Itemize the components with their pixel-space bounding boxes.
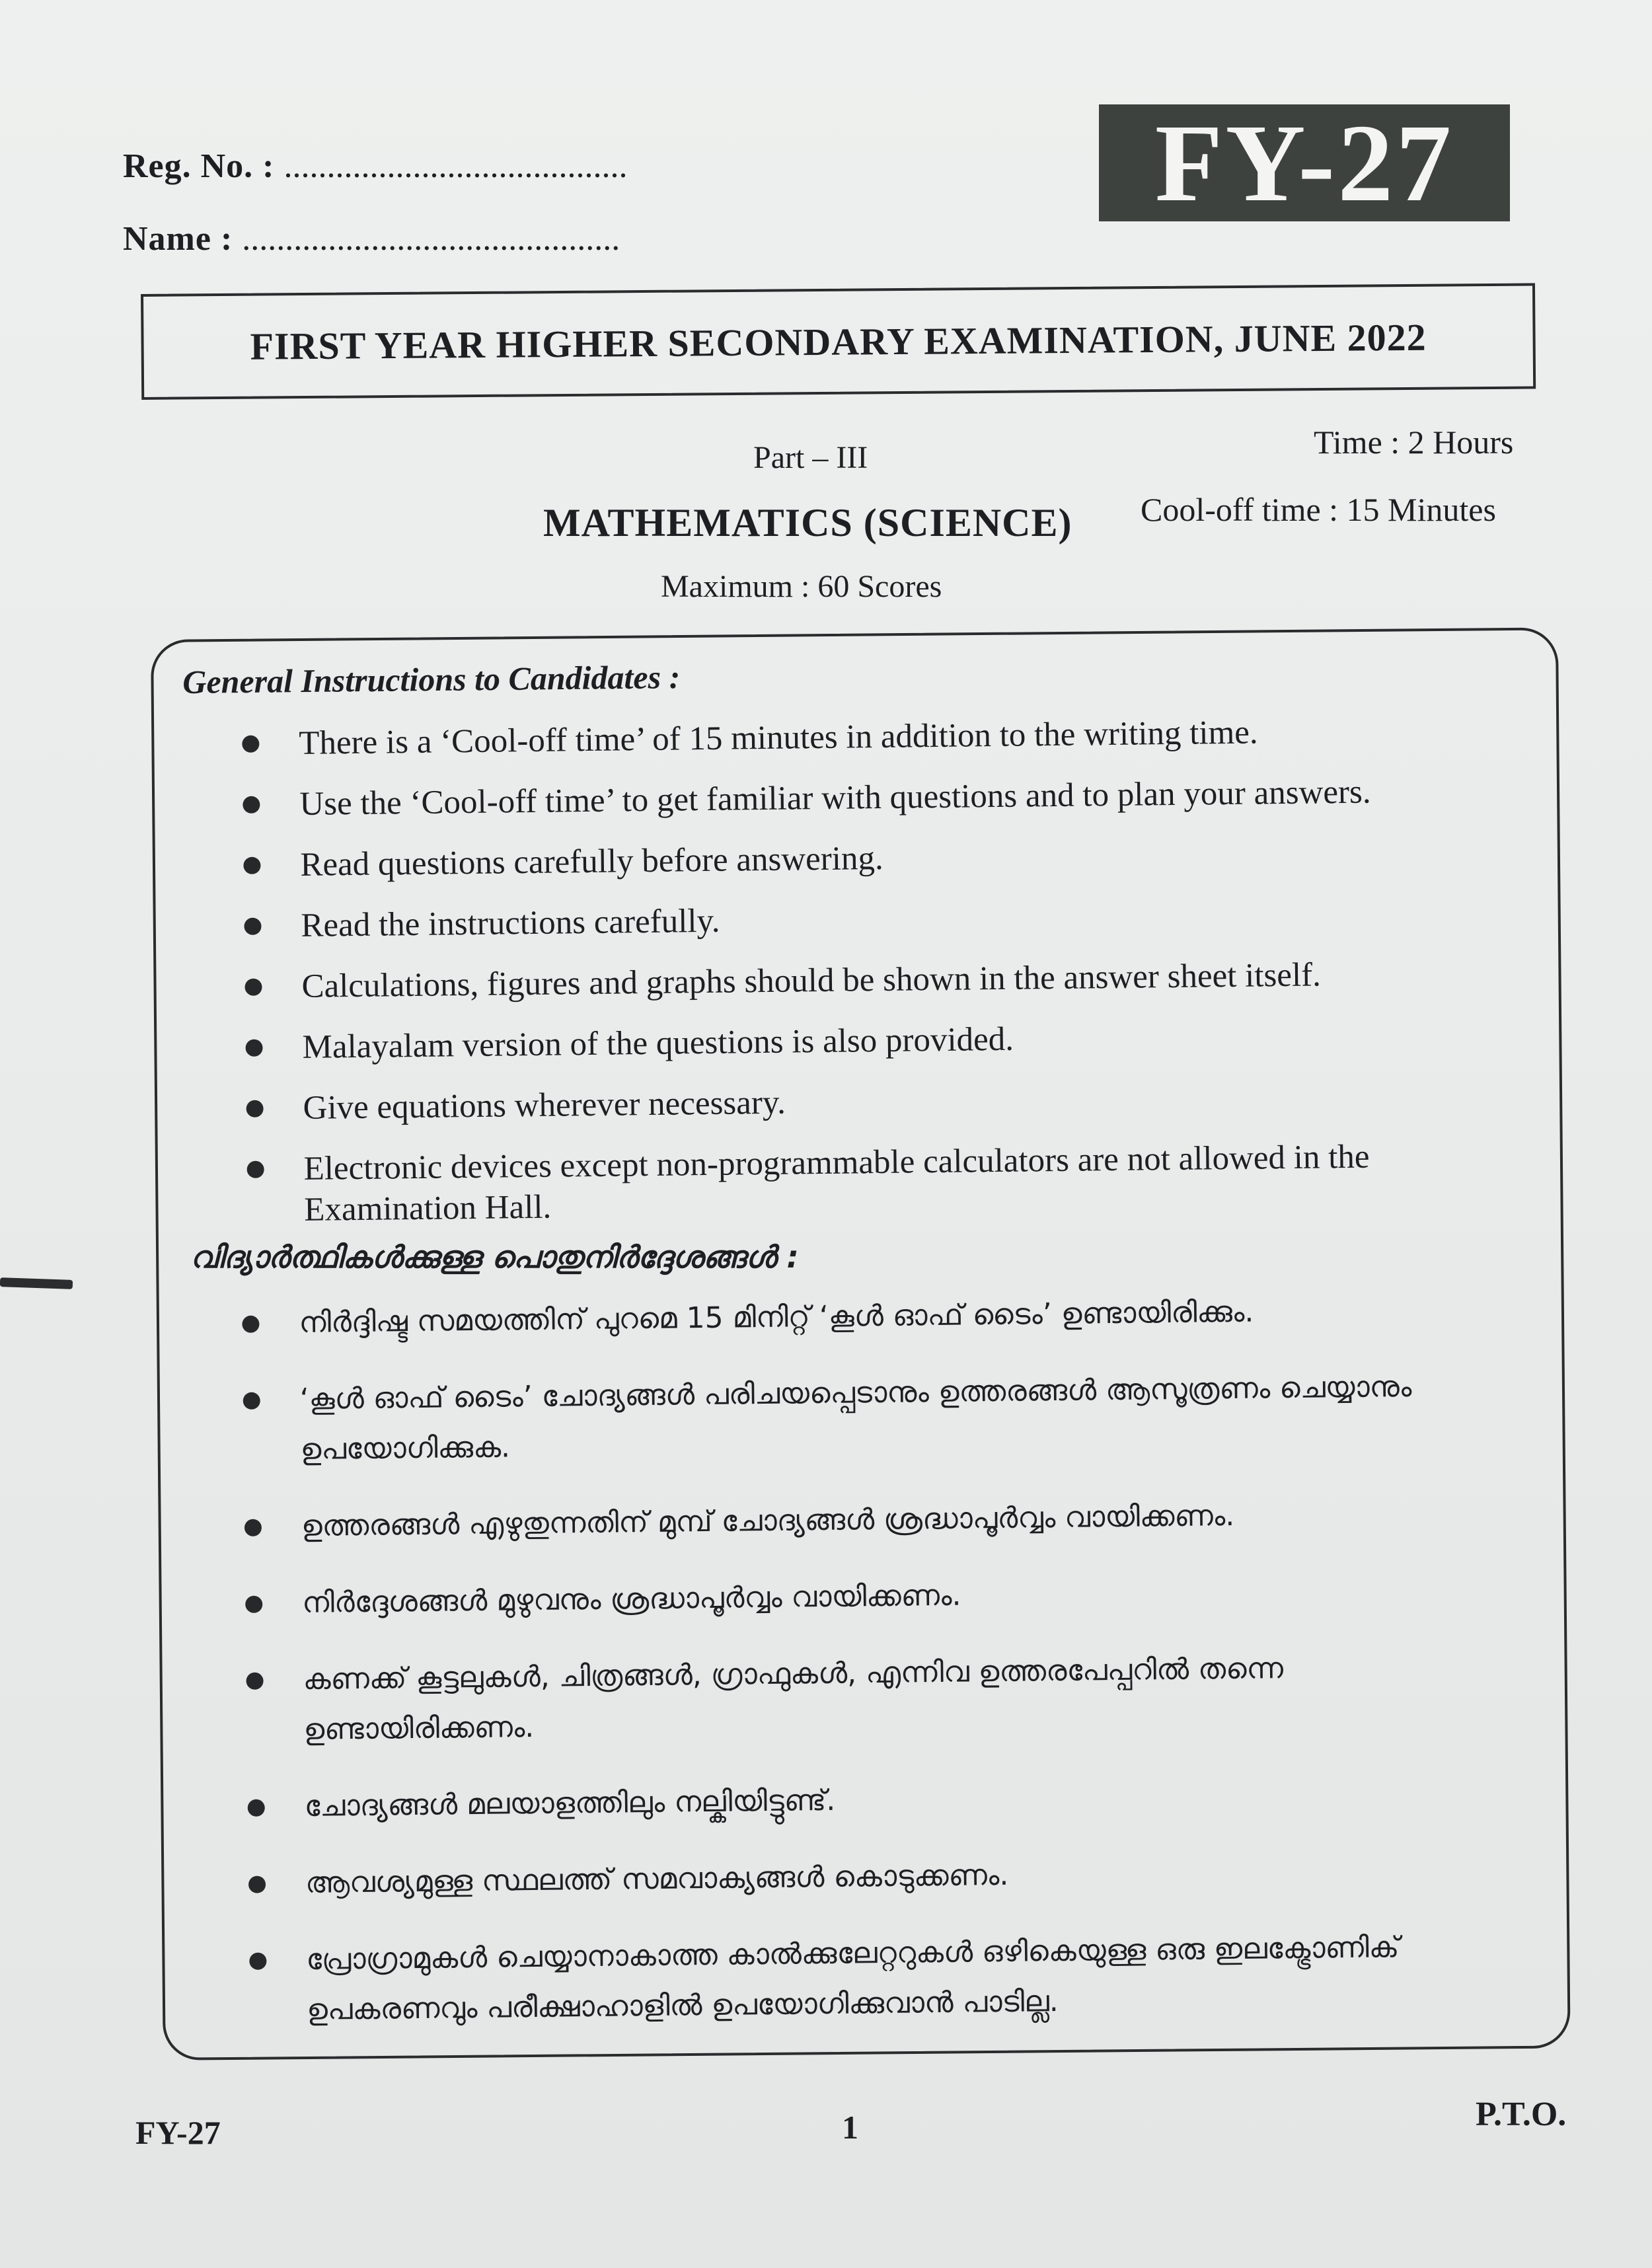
instruction-text: Read the instructions carefully. — [301, 902, 720, 944]
reg-no-blank: ........................................ — [283, 147, 628, 185]
exam-title-box — [141, 283, 1536, 400]
bullet-icon — [243, 796, 260, 813]
page-number: 1 — [842, 2109, 858, 2146]
margin-mark — [0, 1277, 73, 1289]
instruction-item-en — [242, 1074, 1498, 1129]
cool-off-label: Cool-off time : 15 Minutes — [1141, 491, 1496, 528]
instruction-text: കണക്ക് കൂട്ടലുകൾ, ചിത്രങ്ങൾ, ഗ്രാഫുകൾ, എന്നിവ ഉത്തരപേപ്പറിൽ തന്നെ ഉണ്ടായിരിക്കണം. — [303, 1651, 1284, 1747]
bullet-icon — [243, 857, 260, 874]
instructions-heading-ml: വിദ്യാർത്ഥികൾക്കുള്ള പൊതുനിർദ്ദേശങ്ങൾ : — [190, 1239, 799, 1275]
instructions-list-ml — [238, 1284, 1502, 2062]
instruction-item-ml — [240, 1488, 1496, 1552]
maximum-score-label: Maximum : 60 Scores — [661, 569, 942, 604]
exam-title: FIRST YEAR HIGHER SECONDARY EXAMINATION, JUNE 2022 — [250, 315, 1427, 368]
instruction-item-ml — [241, 1564, 1497, 1629]
bullet-icon — [244, 979, 262, 996]
bullet-icon — [243, 1392, 260, 1410]
name-field — [123, 219, 620, 258]
bullet-icon — [244, 1519, 262, 1536]
instruction-item-en — [241, 1013, 1497, 1069]
instruction-text: There is a ‘Cool-off time’ of 15 minutes in addition to the writing time. — [299, 714, 1258, 762]
instructions-heading-en: General Instructions to Candidates : — [182, 658, 681, 700]
bullet-icon — [242, 1316, 259, 1333]
instruction-item-ml — [242, 1641, 1499, 1756]
paper-code-badge: FY-27 — [1099, 104, 1510, 221]
instruction-text: Malayalam version of the questions is also provided. — [302, 1020, 1014, 1066]
reg-no-label: Reg. No. : — [123, 147, 275, 185]
instruction-text: Electronic devices except non-programmable calculators are not allowed in the Examination Hall. — [303, 1138, 1370, 1228]
instruction-text: ഉത്തരങ്ങൾ എഴുതുന്നതിന് മുമ്പ് ചോദ്യങ്ങൾ ശ്രദ്ധാപൂർവ്വം വായിക്കണം. — [301, 1498, 1235, 1543]
name-label: Name : — [123, 220, 233, 258]
instruction-text: Give equations wherever necessary. — [303, 1084, 786, 1127]
instruction-item-ml — [245, 1921, 1502, 2036]
bullet-icon — [246, 1100, 263, 1117]
name-blank: ............................................ — [242, 220, 620, 258]
instruction-item-en — [243, 1135, 1499, 1231]
instruction-text: Read questions carefully before answering. — [300, 839, 883, 884]
pto-label: P.T.O. — [1476, 2096, 1567, 2133]
instruction-item-ml — [244, 1844, 1501, 1909]
bullet-icon — [244, 918, 261, 935]
instruction-text: ‘കൂൾ ഓഫ് ടൈം’ ചോദ്യങ്ങൾ പരിചയപ്പെടാനും ഉത്തരങ്ങൾ ആസൂത്രണം ചെയ്യാനും ഉപയോഗിക്കുക. — [299, 1369, 1412, 1466]
bullet-icon — [245, 1040, 262, 1057]
instruction-text: ചോദ്യങ്ങൾ മലയാളത്തിലും നല്കിയിട്ടുണ്ട്. — [304, 1783, 836, 1823]
footer-paper-code: FY-27 — [135, 2114, 221, 2151]
bullet-icon — [248, 1876, 266, 1893]
instruction-text: നിർദ്ദിഷ്ട സമയത്തിന് പുറമെ 15 മിനിറ്റ് ‘കൂൾ ഓഫ് ടൈം’ ഉണ്ടായിരിക്കും. — [299, 1295, 1254, 1340]
bullet-icon — [242, 736, 259, 753]
instruction-item-ml — [243, 1768, 1499, 1833]
instruction-text: Use the ‘Cool-off time’ to get familiar with questions and to plan your answers. — [299, 773, 1371, 823]
instruction-text: ആവശ്യമുള്ള സ്ഥലത്ത് സമവാക്യങ്ങൾ കൊടുക്കണം. — [305, 1858, 1009, 1900]
instruction-item-en — [239, 770, 1495, 825]
part-label: Part – III — [753, 440, 868, 475]
bullet-icon — [249, 1953, 266, 1970]
instruction-item-en — [239, 831, 1495, 886]
time-label: Time : 2 Hours — [1314, 424, 1514, 461]
bullet-icon — [248, 1799, 265, 1817]
instruction-text: നിർദ്ദേശങ്ങൾ മുഴുവനും ശ്രദ്ധാപൂർവ്വം വായിക്കണം. — [301, 1578, 961, 1620]
instruction-item-ml — [239, 1361, 1495, 1476]
bullet-icon — [246, 1673, 263, 1690]
bullet-icon — [245, 1596, 262, 1613]
subject-title: MATHEMATICS (SCIENCE) — [543, 501, 1072, 545]
instructions-list-en — [238, 709, 1499, 1251]
instruction-item-en — [240, 891, 1496, 947]
reg-no-field — [123, 147, 628, 186]
instruction-text: പ്രോഗ്രാമുകൾ ചെയ്യാനാകാത്ത കാൽക്കുലേറ്ററുകൾ ഒഴികെയുള്ള ഒരു ഇലക്ട്രോണിക് ഉപകരണവും പരീക്ഷാഹാളിൽ ഉപയോഗിക്കുവാൻ പാടില്ല. — [306, 1930, 1400, 2027]
instruction-item-en — [241, 952, 1497, 1008]
bullet-icon — [247, 1161, 264, 1178]
instruction-text: Calculations, figures and graphs should be shown in the answer sheet itself. — [301, 956, 1322, 1005]
